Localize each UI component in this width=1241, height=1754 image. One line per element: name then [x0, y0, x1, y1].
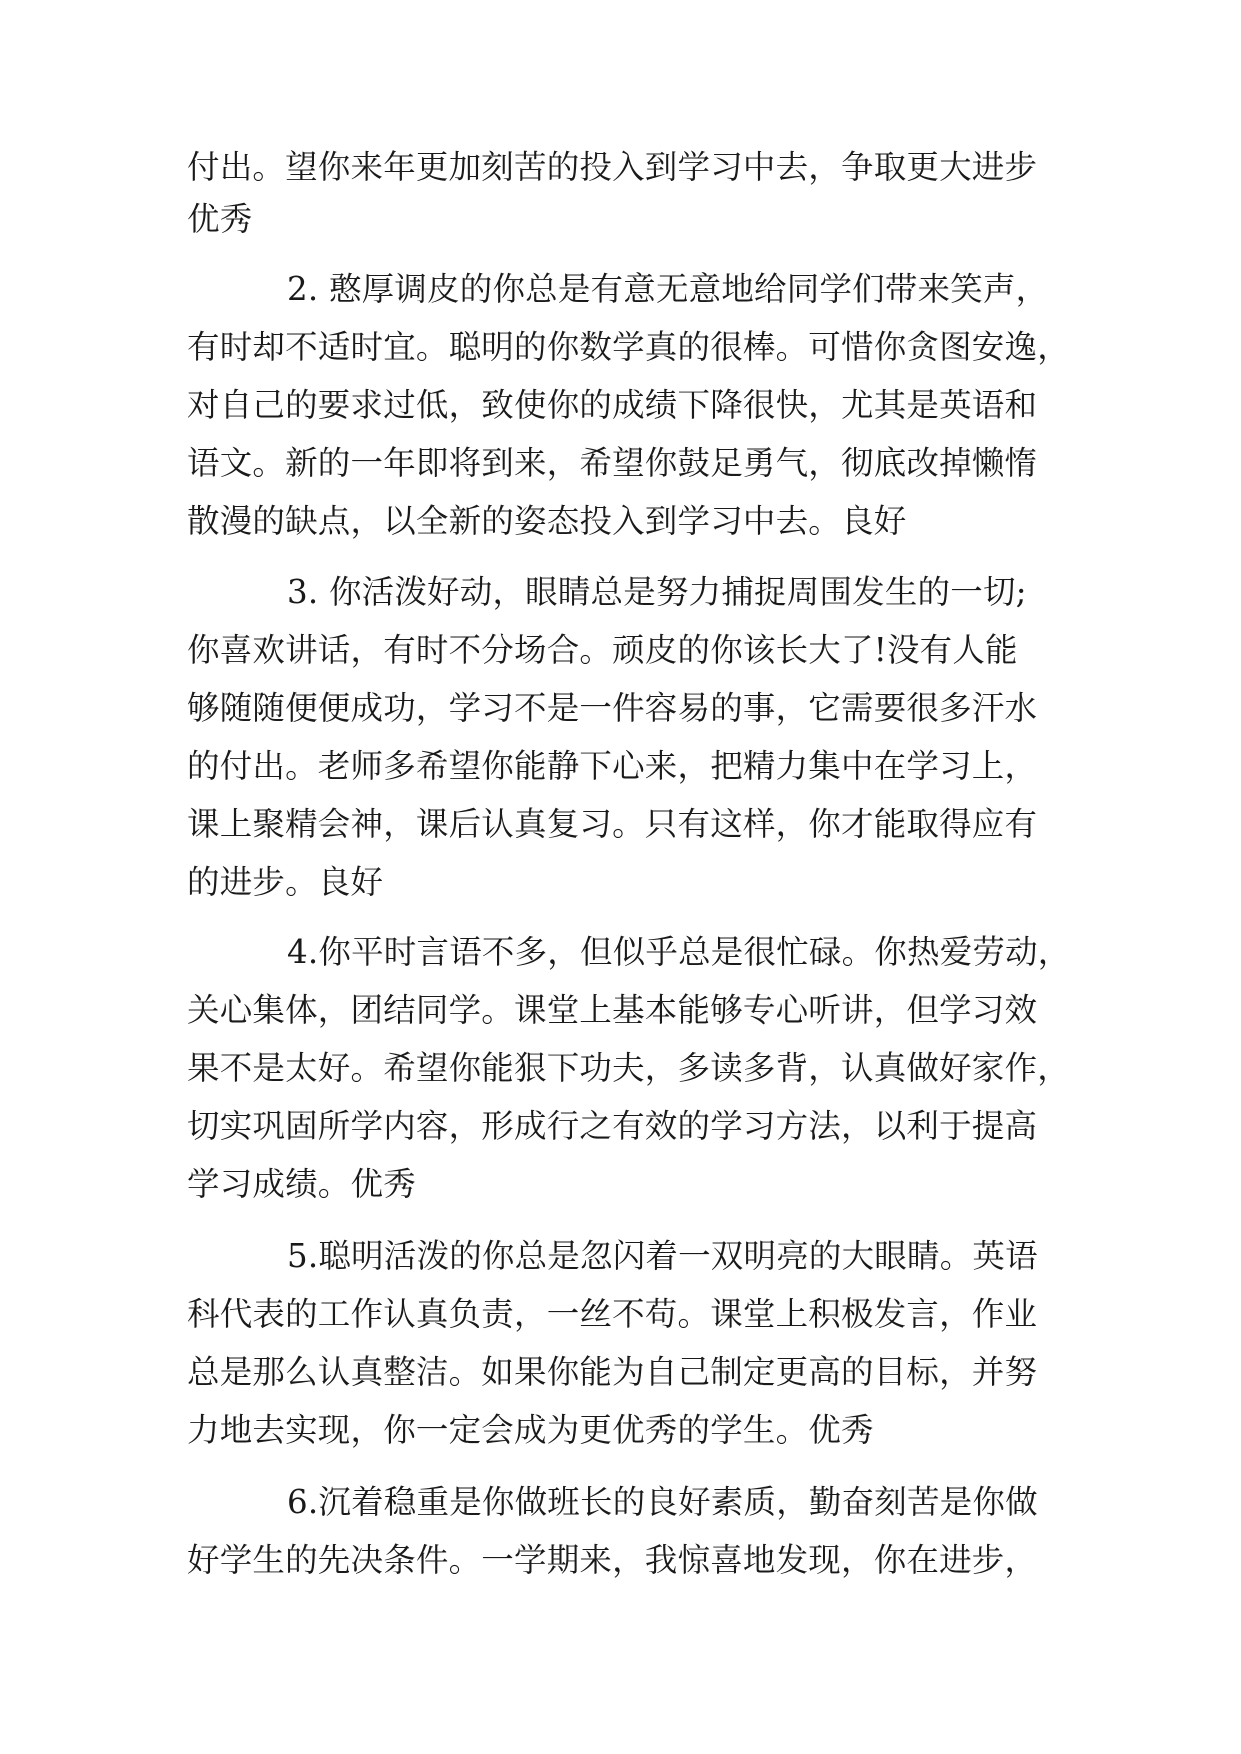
text-line: 学习成绩。优秀 — [187, 1165, 416, 1203]
text-line: 课上聚精会神，课后认真复习。只有这样，你才能取得应有 — [187, 805, 1038, 843]
text-line: 关心集体，团结同学。课堂上基本能够专心听讲，但学习效 — [187, 991, 1038, 1029]
text-line: 总是那么认真整洁。如果你能为自己制定更高的目标，并努 — [187, 1353, 1038, 1391]
text-line: 够随随便便成功，学习不是一件容易的事，它需要很多汗水 — [187, 689, 1038, 727]
text-line: 果不是太好。希望你能狠下功夫，多读多背，认真做好家作， — [187, 1049, 1070, 1087]
text-line: 的付出。老师多希望你能静下心来，把精力集中在学习上， — [187, 747, 1038, 785]
paragraph-6-start: 6.沉着稳重是你做班长的良好素质，勤奋刻苦是你做 — [287, 1483, 1038, 1521]
paragraph-5-start: 5.聪明活泼的你总是忽闪着一双明亮的大眼睛。英语 — [287, 1237, 1038, 1275]
text-line: 你喜欢讲话，有时不分场合。顽皮的你该长大了!没有人能 — [187, 631, 1018, 669]
text-line: 的进步。良好 — [187, 863, 384, 901]
paragraph-2-start: 2. 憨厚调皮的你总是有意无意地给同学们带来笑声， — [287, 270, 1049, 308]
text-line: 付出。望你来年更加刻苦的投入到学习中去，争取更大进步 — [187, 148, 1038, 186]
text-line: 切实巩固所学内容，形成行之有效的学习方法，以利于提高 — [187, 1107, 1038, 1145]
text-line: 力地去实现，你一定会成为更优秀的学生。优秀 — [187, 1411, 874, 1449]
text-line: 对自己的要求过低，致使你的成绩下降很快，尤其是英语和 — [187, 386, 1038, 424]
text-line: 有时却不适时宜。聪明的你数学真的很棒。可惜你贪图安逸， — [187, 328, 1070, 366]
text-line: 好学生的先决条件。一学期来，我惊喜地发现，你在进步， — [187, 1541, 1038, 1579]
paragraph-4-start: 4.你平时言语不多，但似乎总是很忙碌。你热爱劳动， — [287, 933, 1071, 971]
paragraph-3-start: 3. 你活泼好动，眼睛总是努力捕捉周围发生的一切; — [287, 573, 1027, 611]
text-line: 优秀 — [187, 200, 253, 238]
text-line: 语文。新的一年即将到来，希望你鼓足勇气，彻底改掉懒惰 — [187, 444, 1038, 482]
text-line: 科代表的工作认真负责，一丝不苟。课堂上积极发言，作业 — [187, 1295, 1038, 1333]
text-line: 散漫的缺点，以全新的姿态投入到学习中去。良好 — [187, 502, 907, 540]
